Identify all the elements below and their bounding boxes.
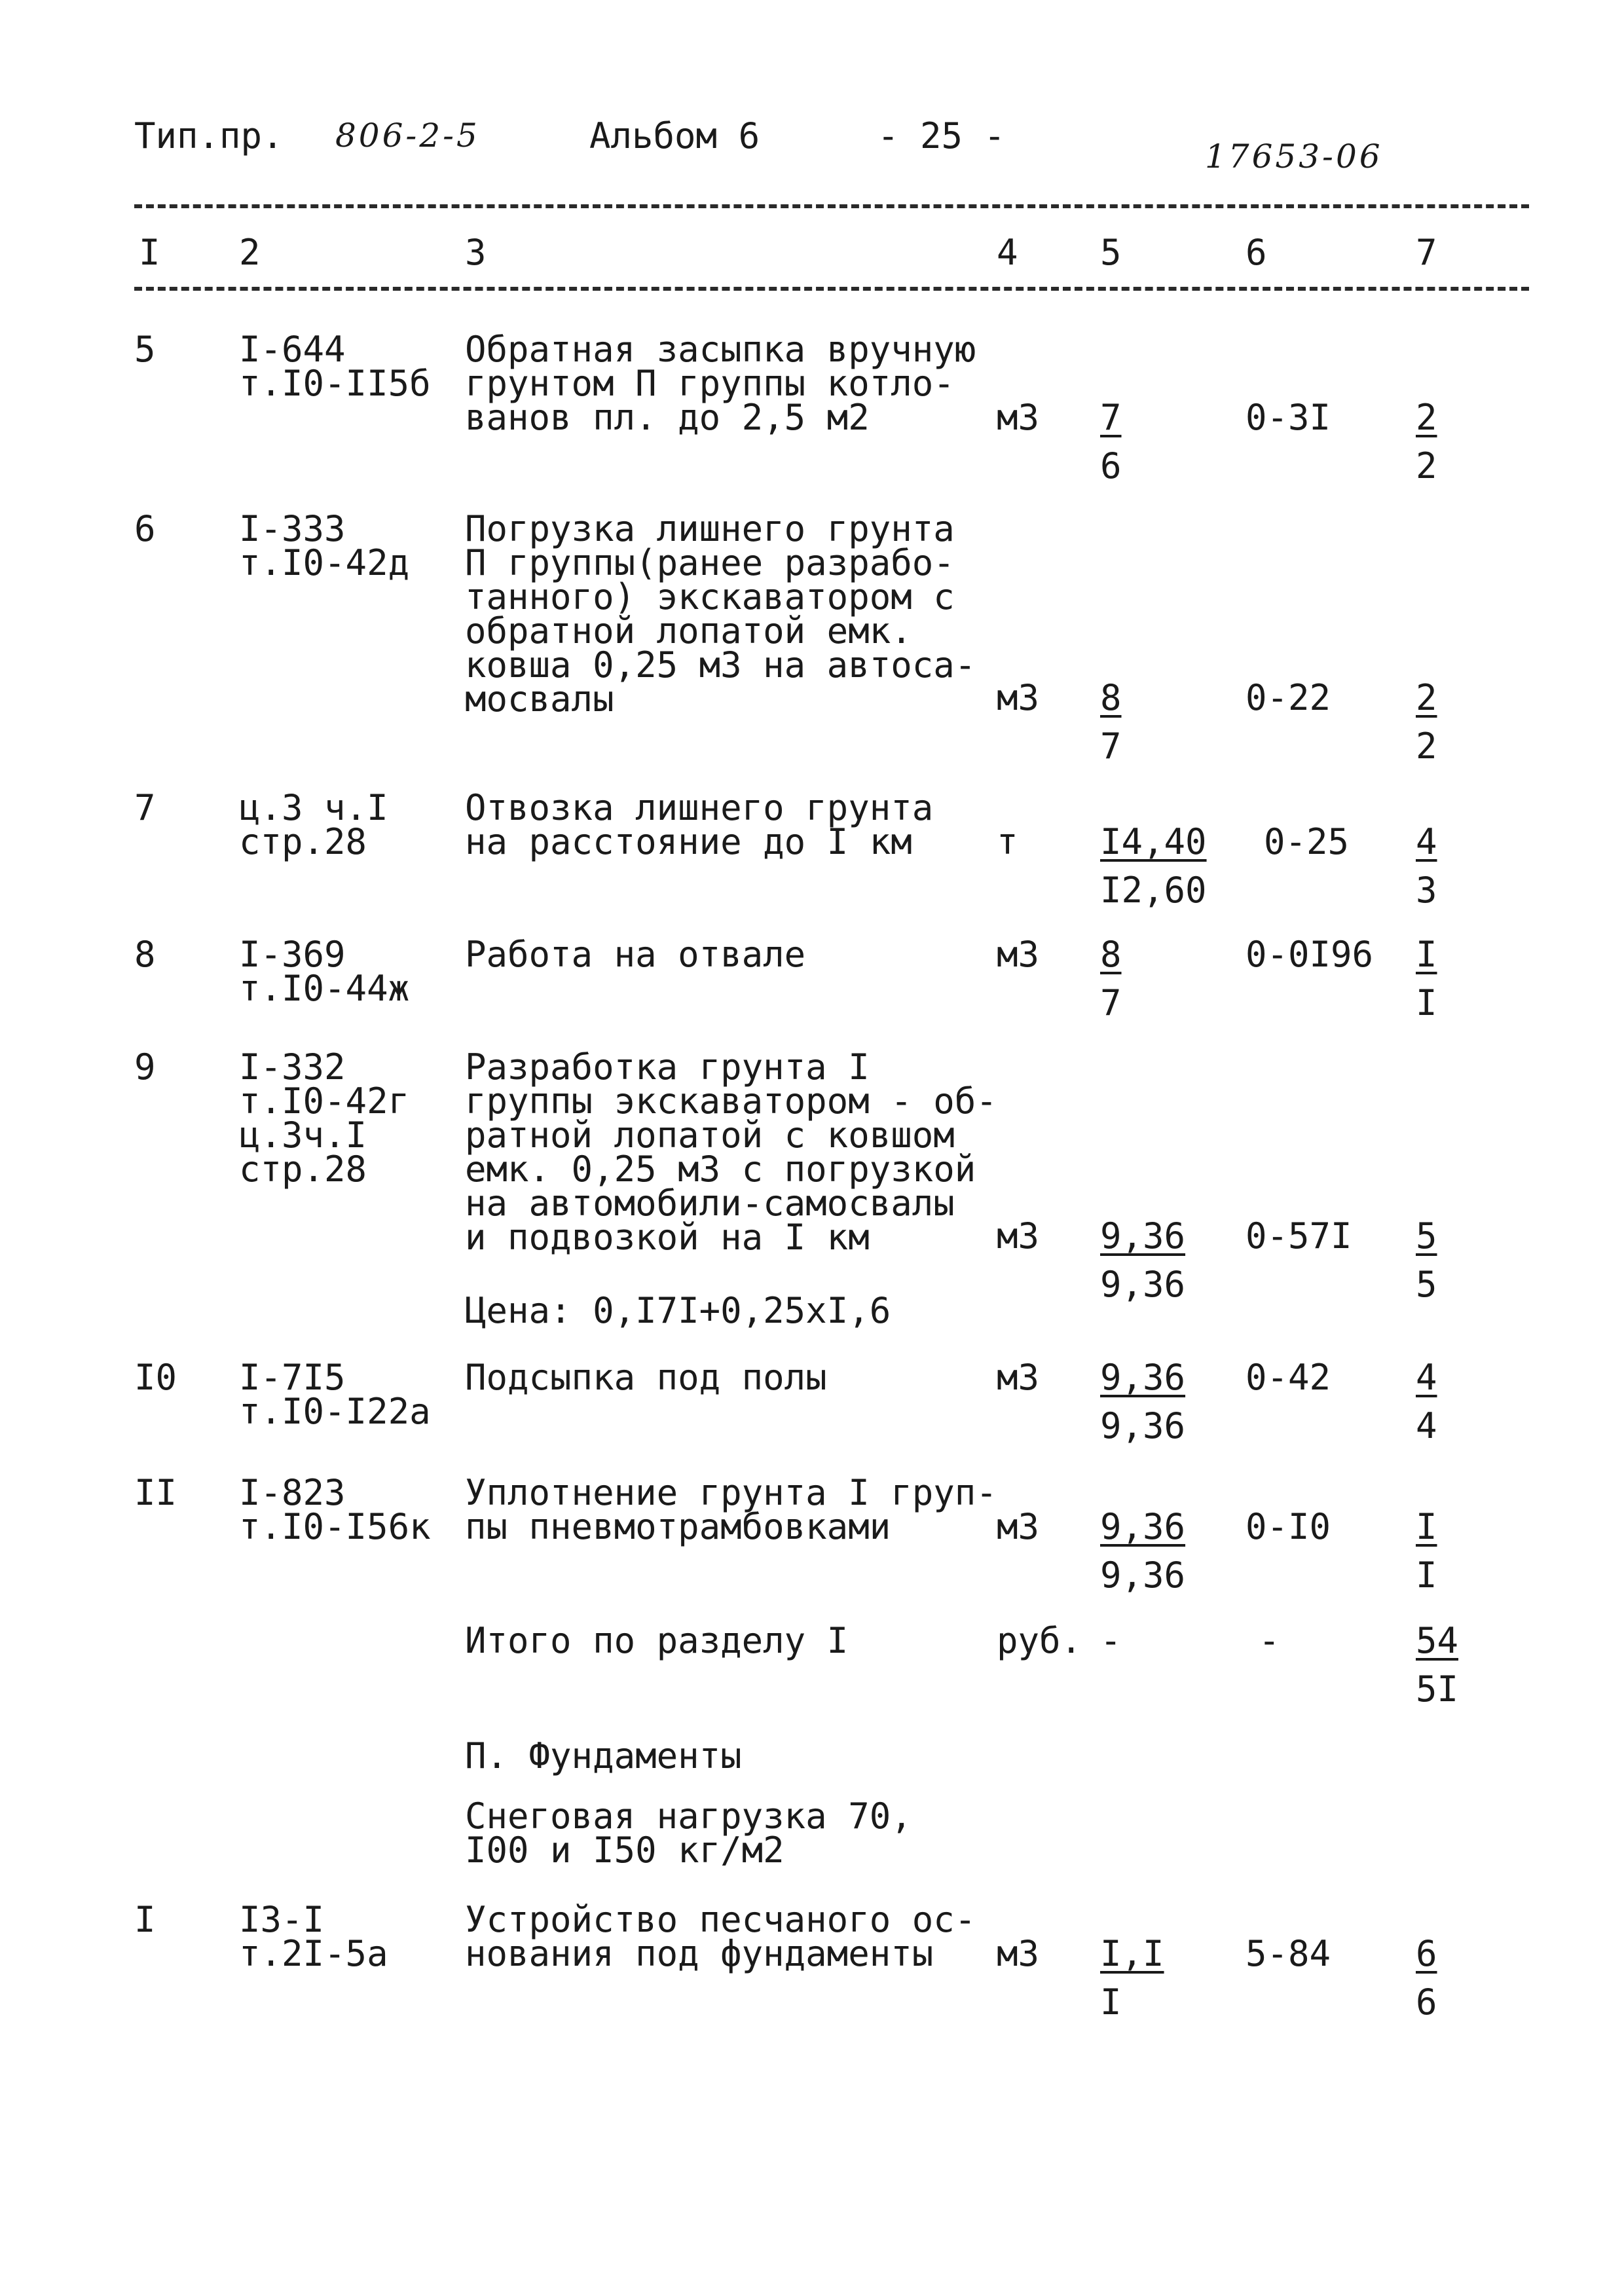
row-cost-top: 2 [1416,397,1437,438]
row-code: I-644 т.I0-II5б [239,329,431,404]
page-number: - 25 - [877,115,1006,156]
row-qty-bottom: I [1100,1981,1122,2023]
row-number: 8 [134,934,156,975]
row-code: I-369 т.I0-44ж [239,934,410,1009]
row-cost-bottom: 6 [1416,1981,1437,2023]
tip-number: 806-2-5 [335,117,480,155]
column-number-7: 7 [1416,232,1437,273]
row-code: I-7I5 т.I0-I22а [239,1357,431,1432]
total-qty: - [1100,1620,1122,1661]
row-cost-top: I [1416,934,1437,975]
row-qty-top: 9,36 [1100,1215,1186,1257]
row-qty-bottom: I2,60 [1100,870,1207,911]
row-qty-bottom: 9,36 [1100,1405,1186,1446]
total-cost-top: 54 [1416,1620,1459,1661]
column-number-2: 2 [239,232,261,273]
row-price: 5-84 [1246,1933,1331,1974]
row-unit: м3 [997,1357,1040,1398]
row-description: Отвозка лишнего грунта на расстояние до I км [465,787,934,862]
total-unit: руб. [997,1620,1082,1661]
row-description: Уплотнение грунта I груп- пы пневмотрамбовками [465,1472,997,1547]
row-cost-top: 4 [1416,821,1437,862]
row-code: I3-I т.2I-5а [239,1899,388,1974]
row-number: 6 [134,508,156,549]
row-unit: м3 [997,677,1040,718]
row-price: 0-42 [1246,1357,1331,1398]
total-cost-bottom: 5I [1416,1668,1459,1710]
row-qty-bottom: 6 [1100,445,1122,487]
price-note: Цена: 0,I7I+0,25хI,6 [465,1290,891,1331]
row-unit: м3 [997,1215,1040,1257]
row-qty-top: I,I [1100,1933,1164,1974]
row-cost-bottom: I [1416,982,1437,1023]
total-price: - [1259,1620,1280,1661]
row-cost-bottom: 2 [1416,445,1437,487]
row-code: I-333 т.I0-42д [239,508,410,583]
tip-label: Тип.пр. [134,115,284,156]
section-subtitle: Снеговая нагрузка 70, I00 и I50 кг/м2 [465,1795,912,1871]
row-description: Подсыпка под полы [465,1357,827,1398]
row-cost-bottom: 5 [1416,1264,1437,1305]
row-cost-top: I [1416,1506,1437,1547]
row-qty-top: 8 [1100,677,1122,718]
row-description: Погрузка лишнего грунта П группы(ранее разрабо- танного) экскаватором с обратной лопатой емк. ковша 0,25 м3 на автоса- мосвалы [465,508,976,720]
row-price: 0-57I [1246,1215,1352,1257]
column-number-5: 5 [1100,232,1122,273]
row-qty-top: I4,40 [1100,821,1207,862]
row-price: 0-I0 [1246,1506,1331,1547]
row-qty-bottom: 9,36 [1100,1555,1186,1596]
column-number-3: 3 [465,232,487,273]
row-qty-top: 9,36 [1100,1357,1186,1398]
row-qty-bottom: 9,36 [1100,1264,1186,1305]
row-number: 5 [134,329,156,370]
row-description: Работа на отвале [465,934,806,975]
row-cost-bottom: 4 [1416,1405,1437,1446]
row-cost-top: 4 [1416,1357,1437,1398]
row-cost-bottom: I [1416,1555,1437,1596]
row-price: 0-22 [1246,677,1331,718]
row-price: 0-3I [1246,397,1331,438]
row-description: Разработка грунта I группы экскаватором - об- ратной лопатой с ковшом емк. 0,25 м3 с погрузкой на автомобили-самосвалы и подвозкой на I км [465,1046,997,1258]
row-code: ц.3 ч.I стр.28 [239,787,388,862]
section-heading: П. Фундаменты [465,1735,742,1776]
row-number: 9 [134,1046,156,1088]
row-number: 7 [134,787,156,828]
column-number-4: 4 [997,232,1018,273]
row-cost-top: 5 [1416,1215,1437,1257]
row-qty-bottom: 7 [1100,726,1122,767]
row-number: I [134,1899,156,1940]
row-qty-top: 7 [1100,397,1122,438]
row-cost-top: 2 [1416,677,1437,718]
column-number-1: I [139,232,160,273]
row-price: 0-25 [1264,821,1350,862]
row-unit: м3 [997,934,1040,975]
column-number-6: 6 [1246,232,1267,273]
row-unit: м3 [997,1506,1040,1547]
row-number: I0 [134,1357,177,1398]
row-code: I-823 т.I0-I56к [239,1472,431,1547]
row-cost-bottom: 3 [1416,870,1437,911]
row-unit: т [997,821,1018,862]
row-cost-top: 6 [1416,1933,1437,1974]
document-number: 17653-06 [1205,138,1383,175]
row-qty-top: 9,36 [1100,1506,1186,1547]
header-divider-top [134,204,1529,208]
row-qty-bottom: 7 [1100,982,1122,1023]
row-price: 0-0I96 [1246,934,1374,975]
row-description: Устройство песчаного ос- нования под фундаменты [465,1899,976,1974]
row-unit: м3 [997,1933,1040,1974]
row-cost-bottom: 2 [1416,726,1437,767]
row-number: II [134,1472,177,1513]
row-qty-top: 8 [1100,934,1122,975]
row-code: I-332 т.I0-42г ц.3ч.I стр.28 [239,1046,410,1190]
row-unit: м3 [997,397,1040,438]
total-label: Итого по разделу I [465,1620,849,1661]
header-divider-bottom [134,287,1529,291]
row-description: Обратная засыпка вручную грунтом П группы котло- ванов пл. до 2,5 м2 [465,329,976,438]
album-label: Альбом 6 [589,115,760,156]
